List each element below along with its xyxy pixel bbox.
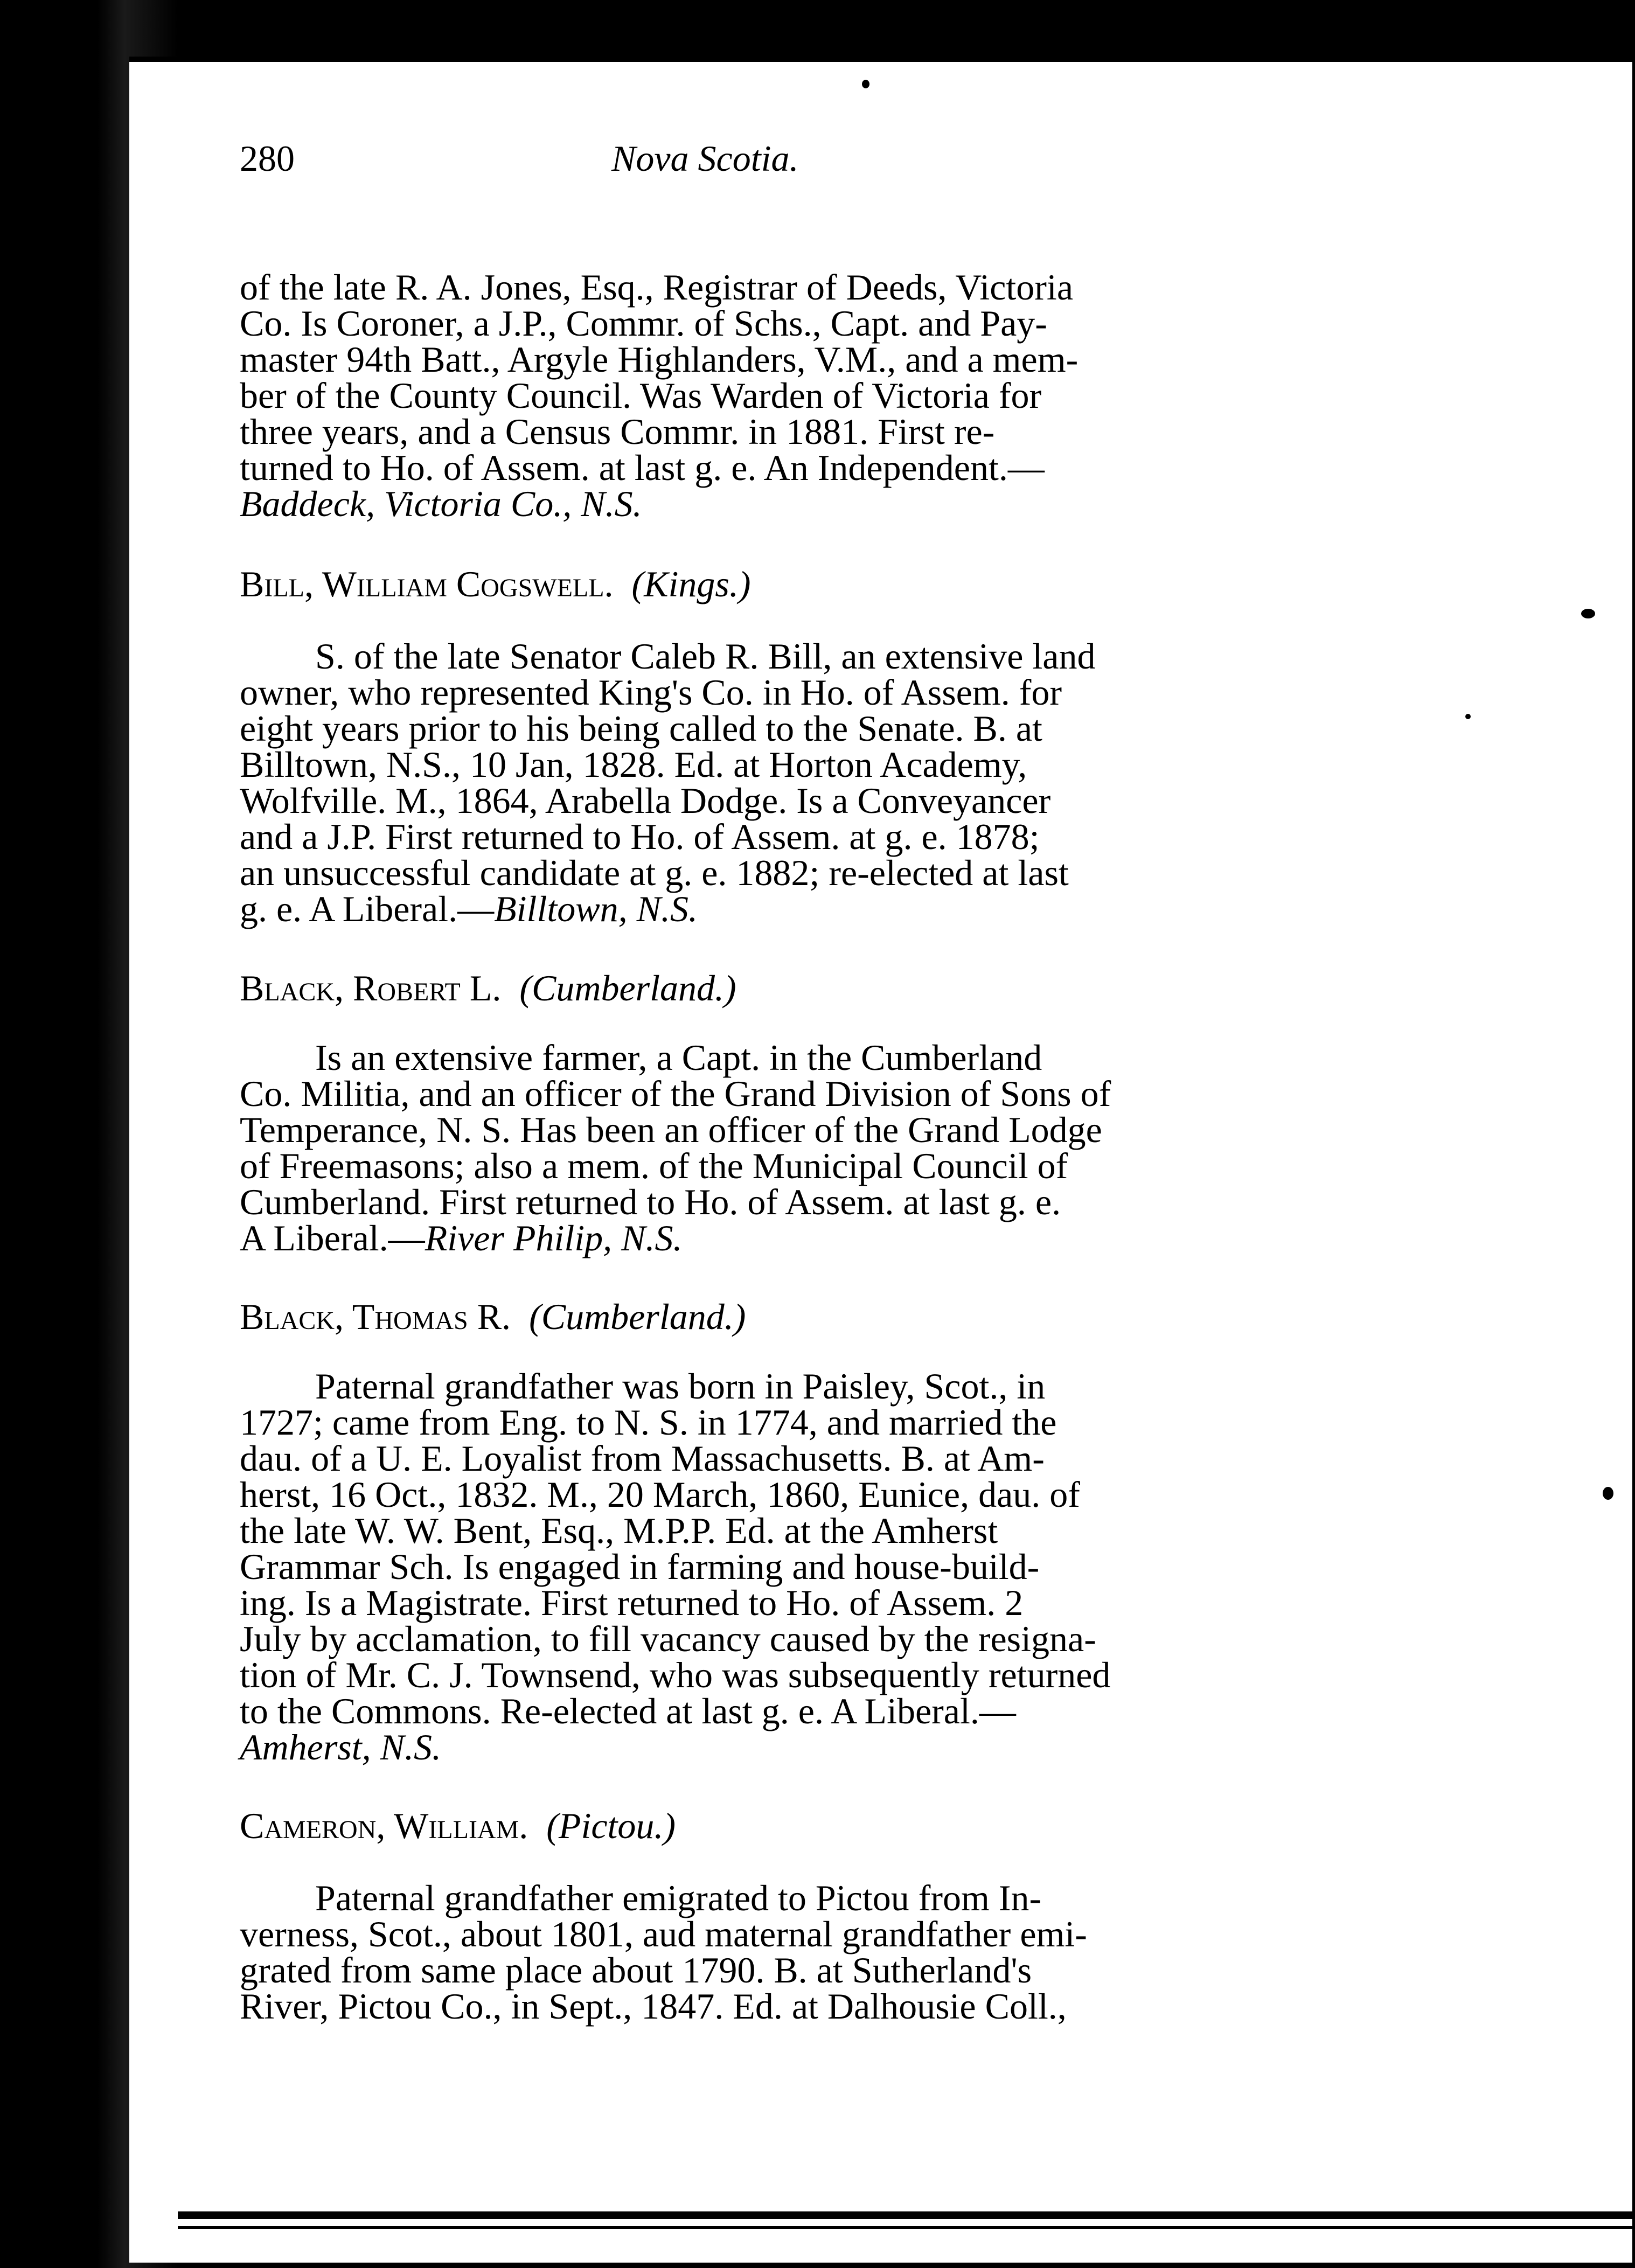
entry-constituency: (Pictou.) (546, 1805, 676, 1846)
text-line: River, Pictou Co., in Sept., 1847. Ed. at Dalhousie Coll., (240, 1986, 1067, 2027)
closing-text: A Liberal.— (240, 1218, 425, 1258)
text-line: of Freemasons; also a mem. of the Municipal Council of (240, 1145, 1068, 1186)
text-line: and a J.P. First returned to Ho. of Assem. at g. e. 1878; (240, 816, 1040, 857)
address-line: Billtown, N.S. (494, 888, 698, 929)
entry-heading (240, 563, 751, 606)
entry-constituency: (Cumberland.) (529, 1296, 746, 1337)
text-line: ber of the County Council. Was Warden of Victoria for (240, 375, 1042, 416)
text-line: Wolfville. M., 1864, Arabella Dodge. Is a Conveyancer (240, 780, 1051, 821)
text-line: owner, who represented King's Co. in Ho. of Assem. for (240, 672, 1062, 713)
text-line (240, 636, 1382, 677)
entry-body (240, 1877, 1382, 2027)
text-line: verness, Scot., about 1801, aud maternal grandfather emi- (240, 1914, 1087, 1954)
closing-text: g. e. A Liberal.— (240, 888, 495, 929)
text-line: Temperance, N. S. Has been an officer of the Grand Lodge (240, 1109, 1102, 1150)
text-line: grated from same place about 1790. B. at Sutherland's (240, 1950, 1032, 1991)
text-line: to the Commons. Re-elected at last g. e. A Liberal.— (240, 1690, 1016, 1731)
text-line: Co. Militia, and an officer of the Grand Division of Sons of (240, 1073, 1111, 1114)
bottom-border-rule-2 (178, 2226, 1632, 2229)
entry-heading (240, 1296, 746, 1338)
continuation-paragraph (240, 269, 1382, 522)
address-line: Amherst, N.S. (240, 1727, 441, 1768)
running-title: Nova Scotia. (611, 138, 799, 179)
text-line: the late W. W. Bent, Esq., M.P.P. Ed. at the Amherst (240, 1510, 998, 1551)
text-line: dau. of a U. E. Loyalist from Massachusetts. B. at Am- (240, 1438, 1045, 1479)
entry-name: Cameron, William. (240, 1805, 528, 1846)
text-line-final (240, 1220, 1382, 1256)
text-line (240, 1877, 1382, 1918)
entry-name: Black, Robert L. (240, 968, 502, 1008)
address-line: Baddeck, Victoria Co., N.S. (240, 483, 642, 524)
text-line: July by acclamation, to fill vacancy caused by the resigna- (240, 1618, 1096, 1659)
text-line-content: Is an extensive farmer, a Capt. in the Cumberland (315, 1037, 1042, 1078)
top-border-rule (129, 57, 1632, 62)
text-line: herst, 16 Oct., 1832. M., 20 March, 1860, Eunice, dau. of (240, 1474, 1080, 1515)
text-line: master 94th Batt., Argyle Highlanders, V.M., and a mem- (240, 339, 1079, 380)
text-line: ing. Is a Magistrate. First returned to Ho. of Assem. 2 (240, 1582, 1024, 1623)
text-line: tion of Mr. C. J. Townsend, who was subsequently returned (240, 1654, 1111, 1695)
text-line (240, 1037, 1382, 1078)
entry-body (240, 1366, 1382, 1768)
entry-heading (240, 1805, 676, 1847)
text-line-content: Paternal grandfather was born in Paisley, Scot., in (315, 1366, 1046, 1407)
ink-speck (1465, 714, 1471, 719)
bottom-border-rule (178, 2211, 1632, 2219)
text-line: three years, and a Census Commr. in 1881. First re- (240, 411, 995, 452)
ink-speck (1603, 1487, 1613, 1500)
text-line: of the late R. A. Jones, Esq., Registrar of Deeds, Victoria (240, 267, 1073, 308)
text-line-content: S. of the late Senator Caleb R. Bill, an extensive land (315, 636, 1096, 677)
ink-speck (1581, 609, 1595, 618)
text-line: Cumberland. First returned to Ho. of Assem. at last g. e. (240, 1181, 1061, 1222)
text-line-content: Paternal grandfather emigrated to Pictou from In- (315, 1877, 1042, 1918)
running-header (240, 137, 994, 191)
text-line: eight years prior to his being called to the Senate. B. at (240, 708, 1042, 749)
text-line: Grammar Sch. Is engaged in farming and house-build- (240, 1546, 1040, 1587)
address-line: River Philip, N.S. (425, 1218, 683, 1258)
entry-name: Bill, William Cogswell. (240, 563, 614, 604)
entry-body (240, 1037, 1382, 1258)
text-line: Billtown, N.S., 10 Jan, 1828. Ed. at Horton Academy, (240, 744, 1027, 785)
ink-speck (862, 80, 869, 88)
text-line: Co. Is Coroner, a J.P., Commr. of Schs., Capt. and Pay- (240, 303, 1047, 344)
text-line-final (240, 1727, 1382, 1768)
entry-constituency: (Cumberland.) (519, 968, 736, 1008)
text-line-final (240, 888, 1382, 929)
text-line: turned to Ho. of Assem. at last g. e. An Independent.— (240, 447, 1045, 488)
entry-body (240, 638, 1382, 927)
text-line: an unsuccessful candidate at g. e. 1882; re-elected at last (240, 852, 1069, 893)
text-line: 1727; came from Eng. to N. S. in 1774, and married the (240, 1402, 1057, 1443)
entry-heading (240, 967, 736, 1010)
page-number: 280 (240, 138, 295, 179)
entry-constituency: (Kings.) (631, 563, 751, 604)
text-line (240, 1366, 1382, 1407)
entry-name: Black, Thomas R. (240, 1296, 511, 1337)
